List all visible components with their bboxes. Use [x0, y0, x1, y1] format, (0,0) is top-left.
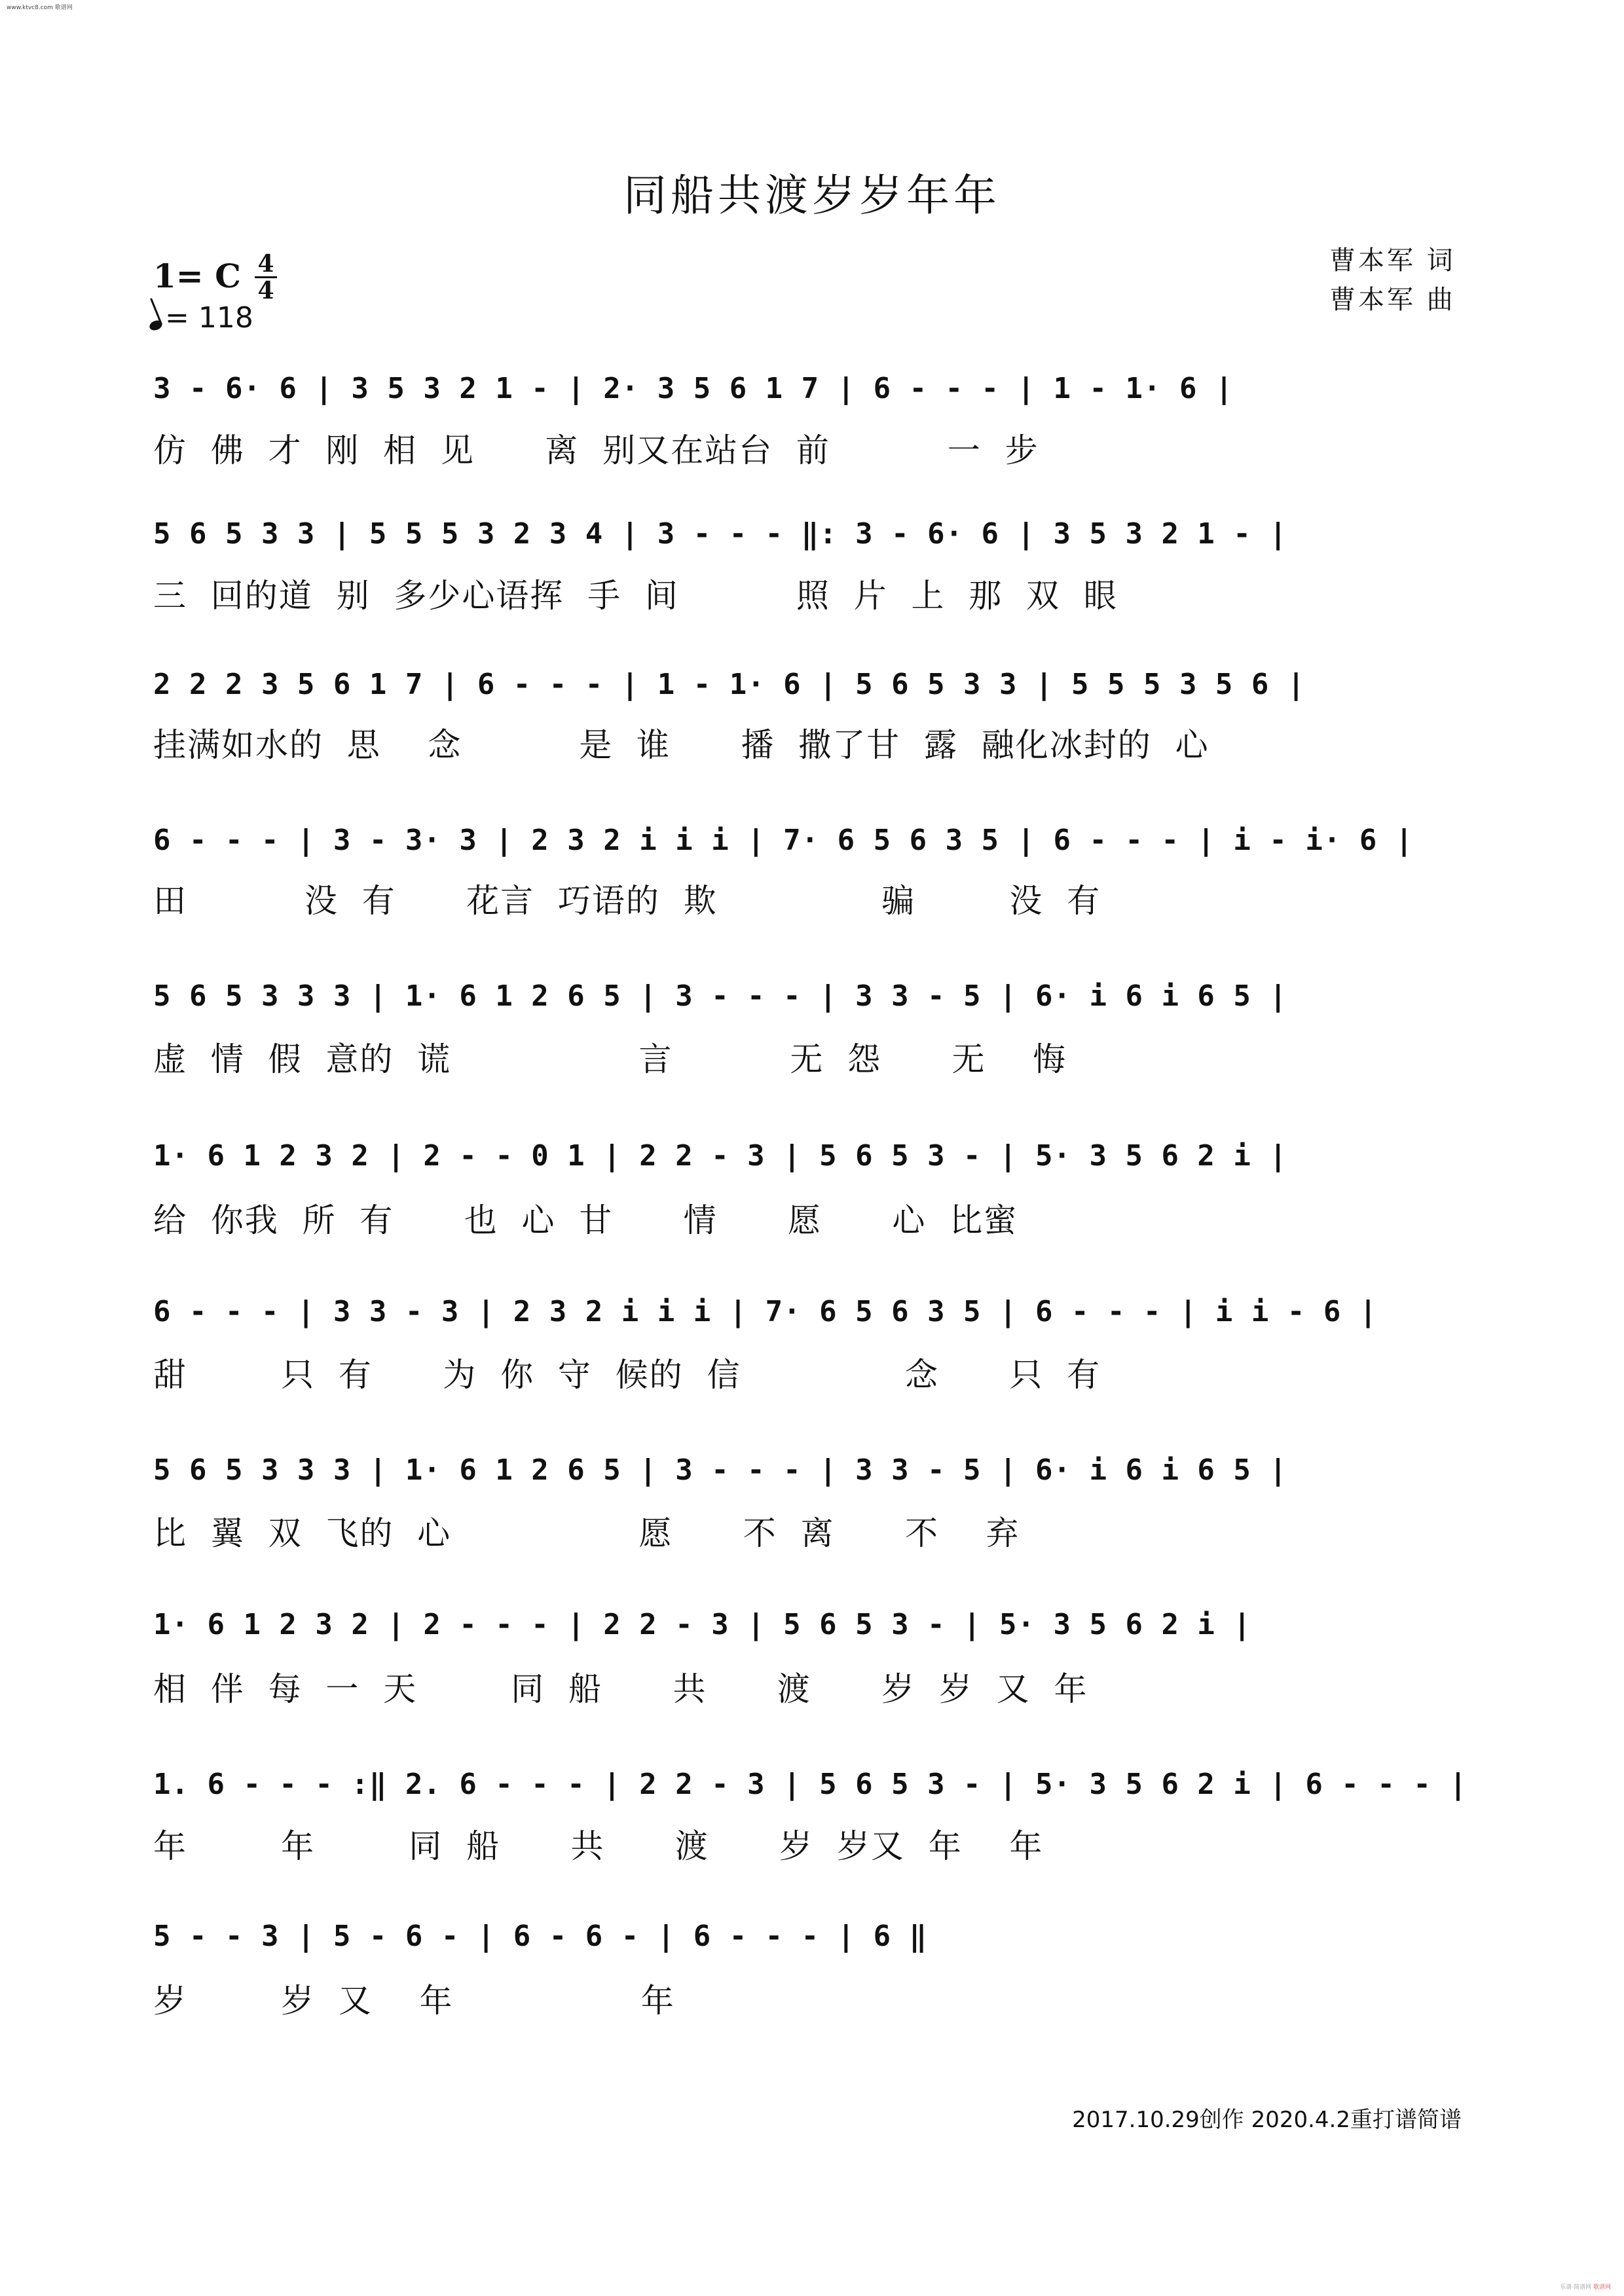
- lyricist-credit: 曹本军 词: [1329, 246, 1456, 276]
- lyric-row-6: 给 你我 所 有 也 心 甘 情 愿 心 比蜜: [153, 1201, 1018, 1239]
- credits: [1329, 241, 1456, 319]
- time-signature: [253, 251, 279, 303]
- page-title: 同船共渡岁岁年年: [623, 170, 1001, 221]
- staff-row-6: 1· 6 1 2 3 2 | 2 - - 0 1 | 2 2 - 3 | 5 6 5 3 - | 5· 3 5 6 2 i |: [153, 1139, 1287, 1173]
- watermark-top-left: www.ktvc8.com 歌谱网: [7, 5, 73, 11]
- staff-row-1: 3 - 6· 6 | 3 5 3 2 1 - | 2· 3 5 6 1 7 | 6 - - - | 1 - 1· 6 |: [153, 372, 1234, 405]
- staff-row-7: 6 - - - | 3 3 - 3 | 2 3 2 i i i | 7· 6 5 6 3 5 | 6 - - - | i i - 6 |: [153, 1295, 1378, 1328]
- lyric-row-1: 仿 佛 才 刚 相 见 离 别又在站台 前 一 步: [153, 431, 1039, 469]
- quarter-note-icon: [148, 319, 164, 332]
- staff-row-10: 1. 6 - - - :‖ 2. 6 - - - | 2 2 - 3 | 5 6 5 3 - | 5· 3 5 6 2 i | 6 - - - |: [153, 1768, 1467, 1801]
- staff-row-9: 1· 6 1 2 3 2 | 2 - - - | 2 2 - 3 | 5 6 5 3 - | 5· 3 5 6 2 i |: [153, 1608, 1251, 1641]
- time-signature-bottom: 4: [257, 277, 274, 304]
- lyric-row-9: 相 伴 每 一 天 同 船 共 渡 岁 岁 又 年: [153, 1670, 1088, 1708]
- lyric-row-5: 虚 情 假 意的 谎 言 无 怨 无 悔: [153, 1040, 1067, 1078]
- staff-row-2: 5 6 5 3 3 | 5 5 5 3 2 3 4 | 3 - - - ‖: 3 - 6· 6 | 3 5 3 2 1 - |: [153, 517, 1287, 551]
- key-signature: 1= C: [153, 257, 241, 295]
- lyric-row-4: 田 没 有 花言 巧语的 欺 骗 没 有: [153, 882, 1101, 920]
- watermark-bottom-right-a: 乐谱·简谱网: [1560, 2284, 1592, 2291]
- composer-credit: 曹本军 曲: [1329, 285, 1456, 315]
- staff-row-5: 5 6 5 3 3 3 | 1· 6 1 2 6 5 | 3 - - - | 3 3 - 5 | 6· i 6 i 6 5 |: [153, 979, 1287, 1013]
- watermark-bottom-right-b: 歌谱网: [1593, 2284, 1611, 2291]
- tempo-marking: [149, 301, 253, 335]
- time-signature-top: 4: [257, 250, 274, 278]
- staff-row-3: 2 2 2 3 5 6 1 7 | 6 - - - | 1 - 1· 6 | 5 6 5 3 3 | 5 5 5 3 5 6 |: [153, 668, 1306, 701]
- lyric-row-3: 挂满如水的 思 念 是 谁 播 撒了甘 露 融化冰封的 心: [153, 726, 1209, 764]
- staff-row-4: 6 - - - | 3 - 3· 3 | 2 3 2 i i i | 7· 6 5 6 3 5 | 6 - - - | i - i· 6 |: [153, 824, 1414, 857]
- creation-note: 2017.10.29创作 2020.4.2重打谱简谱: [1072, 2107, 1462, 2133]
- watermark-bottom-right: [1560, 2282, 1611, 2291]
- lyric-row-8: 比 翼 双 飞的 心 愿 不 离 不 弃: [153, 1514, 1020, 1552]
- lyric-row-2: 三 回的道 别 多少心语挥 手 间 照 片 上 那 双 眼: [153, 577, 1118, 615]
- lyric-row-11: 岁 岁 又 年 年: [153, 1982, 675, 2020]
- staff-row-11: 5 - - 3 | 5 - 6 - | 6 - 6 - | 6 - - - | 6 ‖: [153, 1920, 928, 1953]
- lyric-row-10: 年 年 同 船 共 渡 岁 岁又 年 年: [153, 1827, 1044, 1865]
- lyric-row-7: 甜 只 有 为 你 守 候的 信 念 只 有: [153, 1356, 1101, 1394]
- staff-row-8: 5 6 5 3 3 3 | 1· 6 1 2 6 5 | 3 - - - | 3 3 - 5 | 6· i 6 i 6 5 |: [153, 1453, 1287, 1487]
- tempo-value: = 118: [165, 301, 253, 335]
